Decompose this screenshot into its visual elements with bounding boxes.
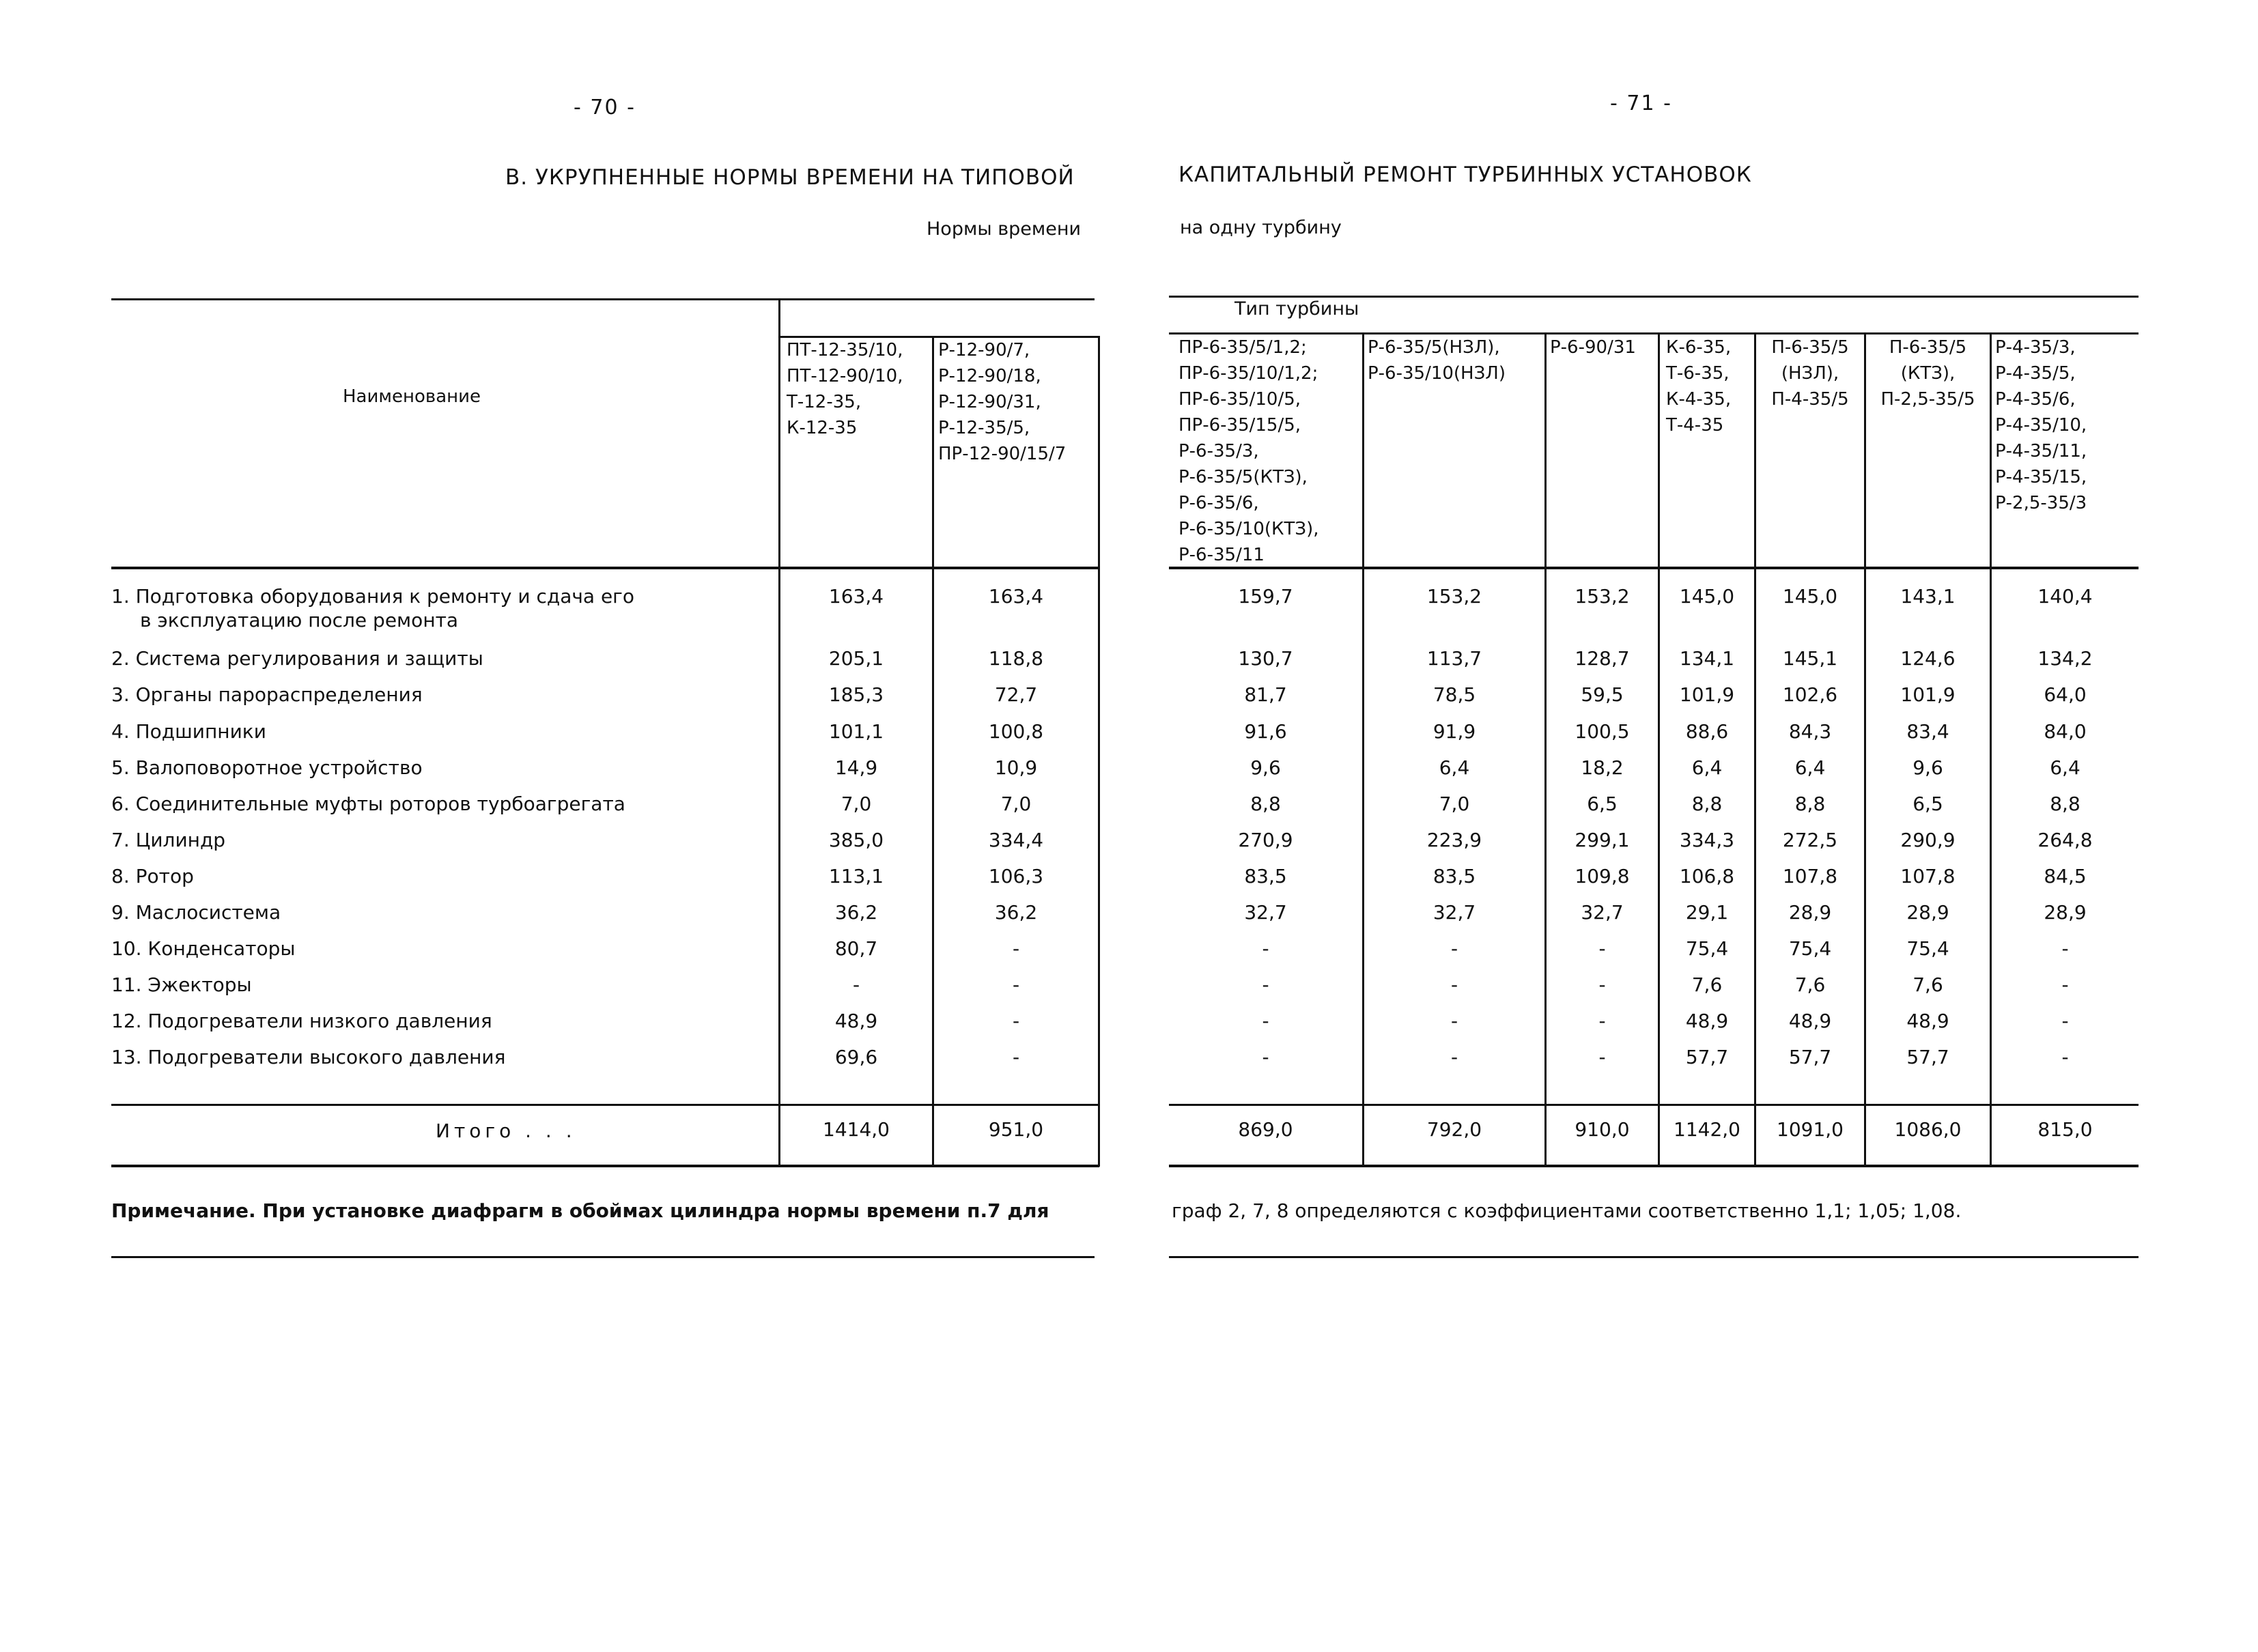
turbine-column-header-7: Р-4-35/3, Р-4-35/5, Р-4-35/6, Р-4-35/10, Р-4-35/11, Р-4-35/15, Р-2,5-35/3 xyxy=(1995,337,2087,513)
cell: 145,1 xyxy=(1782,647,1838,670)
page-number-left: - 70 - xyxy=(574,96,636,119)
cell: 7,0 xyxy=(841,793,872,815)
row-name: 10. Конденсаторы xyxy=(111,937,296,960)
page-number-right: - 71 - xyxy=(1610,91,1672,115)
turbine-column-header-4: К-6-35, Т-6-35, К-4-35, Т-4-35 xyxy=(1666,337,1732,436)
cell: 113,7 xyxy=(1426,647,1482,670)
row-name: 2. Система регулирования и защиты xyxy=(111,647,483,670)
cell: 9,6 xyxy=(1250,756,1281,779)
cell: 101,1 xyxy=(828,720,884,743)
cell: 7,0 xyxy=(1000,793,1032,815)
cell: 134,2 xyxy=(2037,647,2093,670)
total-cell: 951,0 xyxy=(988,1118,1044,1141)
cell: 159,7 xyxy=(1238,585,1293,608)
cell: 113,1 xyxy=(828,865,884,887)
cell: - xyxy=(1598,1046,1606,1068)
cell: 223,9 xyxy=(1426,829,1482,851)
cell: 118,8 xyxy=(988,647,1044,670)
cell: 9,6 xyxy=(1913,756,1943,779)
cell: 57,7 xyxy=(1906,1046,1949,1068)
per-turbine-subtitle: на одну турбину xyxy=(1180,217,1342,238)
cell: 8,8 xyxy=(1691,793,1723,815)
left-total-bottom-rule xyxy=(111,1165,1099,1167)
cell: 75,4 xyxy=(1906,937,1949,960)
turbine-column-header-3: Р-6-90/31 xyxy=(1550,337,1636,358)
cell: 32,7 xyxy=(1244,901,1287,924)
cell: 32,7 xyxy=(1433,901,1476,924)
cell: - xyxy=(2061,973,2069,996)
cell: 6,5 xyxy=(1913,793,1943,815)
total-cell: 815,0 xyxy=(2037,1118,2093,1141)
cell: 83,4 xyxy=(1906,720,1949,743)
left-vline-3 xyxy=(1098,336,1100,1167)
cell: - xyxy=(1598,937,1606,960)
right-vline-5 xyxy=(1864,332,1866,1167)
left-top-rule xyxy=(111,298,1095,300)
right-vline-3 xyxy=(1658,332,1660,1167)
footnote-left: Примечание. При установке диафрагм в обоймах цилиндра нормы времени п.7 для xyxy=(111,1199,1049,1222)
total-cell: 1086,0 xyxy=(1894,1118,1962,1141)
cell: - xyxy=(2061,1010,2069,1032)
cell: 84,0 xyxy=(2044,720,2087,743)
right-vline-1 xyxy=(1362,332,1364,1167)
cell: - xyxy=(852,973,860,996)
cell: 143,1 xyxy=(1900,585,1956,608)
cell: 334,4 xyxy=(988,829,1044,851)
cell: - xyxy=(1262,973,1269,996)
cell: 28,9 xyxy=(2044,901,2087,924)
cell: 69,6 xyxy=(834,1046,878,1068)
cell: - xyxy=(1450,1010,1458,1032)
cell: 83,5 xyxy=(1433,865,1476,887)
right-vline-6 xyxy=(1990,332,1992,1167)
total-cell: 1414,0 xyxy=(823,1118,890,1141)
cell: 83,5 xyxy=(1244,865,1287,887)
cell: 134,1 xyxy=(1679,647,1735,670)
cell: 6,4 xyxy=(1794,756,1826,779)
row-name: 11. Эжекторы xyxy=(111,973,252,996)
cell: 145,0 xyxy=(1679,585,1735,608)
cell: 84,5 xyxy=(2044,865,2087,887)
row-name: 4. Подшипники xyxy=(111,720,266,743)
section-title-left: В. УКРУПНЕННЫЕ НОРМЫ ВРЕМЕНИ НА ТИПОВОЙ xyxy=(505,165,1075,190)
cell: 107,8 xyxy=(1900,865,1956,887)
cell: - xyxy=(1262,1046,1269,1068)
row-name: 1. Подготовка оборудования к ремонту и сдача его xyxy=(111,585,635,608)
cell: 57,7 xyxy=(1788,1046,1832,1068)
cell: - xyxy=(1262,937,1269,960)
cell: 6,4 xyxy=(1691,756,1723,779)
left-bottom-rule xyxy=(111,1256,1095,1258)
column-header-1: ПТ-12-35/10, ПТ-12-90/10, Т-12-35, К-12-35 xyxy=(787,340,903,438)
cell: 163,4 xyxy=(988,585,1044,608)
cell: 48,9 xyxy=(1788,1010,1832,1032)
left-total-top-rule xyxy=(111,1104,1099,1106)
cell: 28,9 xyxy=(1788,901,1832,924)
turbine-column-header-2: Р-6-35/5(НЗЛ), Р-6-35/10(НЗЛ) xyxy=(1368,337,1506,384)
row-name: 5. Валоповоротное устройство xyxy=(111,756,423,779)
turbine-column-header-6: П-6-35/5 (КТЗ), П-2,5-35/5 xyxy=(1880,337,1975,410)
cell: - xyxy=(1012,973,1020,996)
cell: - xyxy=(1598,973,1606,996)
cell: 48,9 xyxy=(834,1010,878,1032)
cell: 18,2 xyxy=(1581,756,1624,779)
cell: - xyxy=(1450,973,1458,996)
cell: 290,9 xyxy=(1900,829,1956,851)
cell: - xyxy=(2061,937,2069,960)
right-bottom-rule xyxy=(1169,1256,2139,1258)
row-name: 9. Маслосистема xyxy=(111,901,281,924)
cell: 14,9 xyxy=(834,756,878,779)
cell: 385,0 xyxy=(828,829,884,851)
cell: 57,7 xyxy=(1685,1046,1729,1068)
cell: 140,4 xyxy=(2037,585,2093,608)
row-name: 13. Подогреватели высокого давления xyxy=(111,1046,506,1068)
cell: 48,9 xyxy=(1685,1010,1729,1032)
turbine-column-header-5: П-6-35/5 (НЗЛ), П-4-35/5 xyxy=(1771,337,1849,410)
cell: 88,6 xyxy=(1685,720,1729,743)
cell: - xyxy=(1450,937,1458,960)
cell: 145,0 xyxy=(1782,585,1838,608)
cell: - xyxy=(1262,1010,1269,1032)
cell: - xyxy=(1012,1046,1020,1068)
right-vline-2 xyxy=(1544,332,1547,1167)
row-name: 12. Подогреватели низкого давления xyxy=(111,1010,492,1032)
cell: 91,9 xyxy=(1433,720,1476,743)
cell: 81,7 xyxy=(1244,683,1287,706)
cell: 36,2 xyxy=(994,901,1038,924)
cell: 28,9 xyxy=(1906,901,1949,924)
total-cell: 869,0 xyxy=(1238,1118,1293,1141)
cell: 101,9 xyxy=(1900,683,1956,706)
cell: 78,5 xyxy=(1433,683,1476,706)
cell: - xyxy=(1598,1010,1606,1032)
cell: 270,9 xyxy=(1238,829,1293,851)
cell: 72,7 xyxy=(994,683,1038,706)
left-header-bottom-rule xyxy=(111,567,1099,569)
cell: 100,8 xyxy=(988,720,1044,743)
cell: 8,8 xyxy=(2050,793,2080,815)
cell: 205,1 xyxy=(828,647,884,670)
right-total-bottom-rule xyxy=(1169,1165,2139,1167)
cell: 7,6 xyxy=(1794,973,1826,996)
cell: 272,5 xyxy=(1782,829,1838,851)
right-top-rule xyxy=(1169,296,2139,298)
cell: 153,2 xyxy=(1575,585,1630,608)
cell: 264,8 xyxy=(2037,829,2093,851)
footnote-right: граф 2, 7, 8 определяются с коэффициентами соответственно 1,1; 1,05; 1,08. xyxy=(1172,1199,1962,1222)
cell: 6,4 xyxy=(2050,756,2080,779)
cell: 185,3 xyxy=(828,683,884,706)
cell: 130,7 xyxy=(1238,647,1293,670)
cell: 106,3 xyxy=(988,865,1044,887)
row-name: 3. Органы парораспределения xyxy=(111,683,423,706)
cell: 36,2 xyxy=(834,901,878,924)
cell: 334,3 xyxy=(1679,829,1735,851)
total-cell: 910,0 xyxy=(1575,1118,1630,1141)
section-title-right: КАПИТАЛЬНЫЙ РЕМОНТ ТУРБИННЫХ УСТАНОВОК xyxy=(1179,162,1752,187)
total-cell: 792,0 xyxy=(1426,1118,1482,1141)
cell: - xyxy=(1012,937,1020,960)
cell: - xyxy=(2061,1046,2069,1068)
cell: 75,4 xyxy=(1685,937,1729,960)
norms-subtitle: Нормы времени xyxy=(927,218,1082,240)
cell: 101,9 xyxy=(1679,683,1735,706)
cell: 64,0 xyxy=(2044,683,2087,706)
cell: 84,3 xyxy=(1788,720,1832,743)
cell: 124,6 xyxy=(1900,647,1956,670)
cell: 80,7 xyxy=(834,937,878,960)
cell: 75,4 xyxy=(1788,937,1832,960)
cell: 6,5 xyxy=(1587,793,1618,815)
cell: 8,8 xyxy=(1794,793,1826,815)
column-header-name: Наименование xyxy=(343,386,481,407)
cell: 7,6 xyxy=(1913,973,1943,996)
cell: 109,8 xyxy=(1575,865,1630,887)
cell: 299,1 xyxy=(1575,829,1630,851)
cell: 7,0 xyxy=(1439,793,1470,815)
row-name: 7. Цилиндр xyxy=(111,829,226,851)
cell: - xyxy=(1012,1010,1020,1032)
cell: 91,6 xyxy=(1244,720,1287,743)
row-name: 6. Соединительные муфты роторов турбоагрегата xyxy=(111,793,625,815)
turbine-type-header: Тип турбины xyxy=(1234,298,1359,319)
turbine-column-header-1: ПР-6-35/5/1,2; ПР-6-35/10/1,2; ПР-6-35/10/5, ПР-6-35/15/5, Р-6-35/3, Р-6-35/5(КТЗ), Р-6-35/6, Р-6-35/10(КТЗ), Р-6-35/11 xyxy=(1179,337,1319,565)
cell: 29,1 xyxy=(1685,901,1729,924)
cell: 100,5 xyxy=(1575,720,1630,743)
cell: - xyxy=(1450,1046,1458,1068)
cell: 106,8 xyxy=(1679,865,1735,887)
total-cell: 1091,0 xyxy=(1777,1118,1844,1141)
row-name-cont: в эксплуатацию после ремонта xyxy=(140,609,459,631)
total-label: Итого . . . xyxy=(436,1120,576,1142)
cell: 128,7 xyxy=(1575,647,1630,670)
cell: 32,7 xyxy=(1581,901,1624,924)
cell: 8,8 xyxy=(1250,793,1281,815)
right-total-top-rule xyxy=(1169,1104,2139,1106)
column-header-2: Р-12-90/7, Р-12-90/18, Р-12-90/31, Р-12-35/5, ПР-12-90/15/7 xyxy=(938,340,1067,464)
cell: 48,9 xyxy=(1906,1010,1949,1032)
cell: 107,8 xyxy=(1782,865,1838,887)
cell: 10,9 xyxy=(994,756,1038,779)
cell: 6,4 xyxy=(1439,756,1470,779)
cell: 59,5 xyxy=(1581,683,1624,706)
cell: 163,4 xyxy=(828,585,884,608)
cell: 102,6 xyxy=(1782,683,1838,706)
total-cell: 1142,0 xyxy=(1674,1118,1740,1141)
row-name: 8. Ротор xyxy=(111,865,194,887)
cell: 7,6 xyxy=(1691,973,1723,996)
cell: 153,2 xyxy=(1426,585,1482,608)
left-vline-2 xyxy=(932,336,934,1167)
right-vline-4 xyxy=(1754,332,1756,1167)
